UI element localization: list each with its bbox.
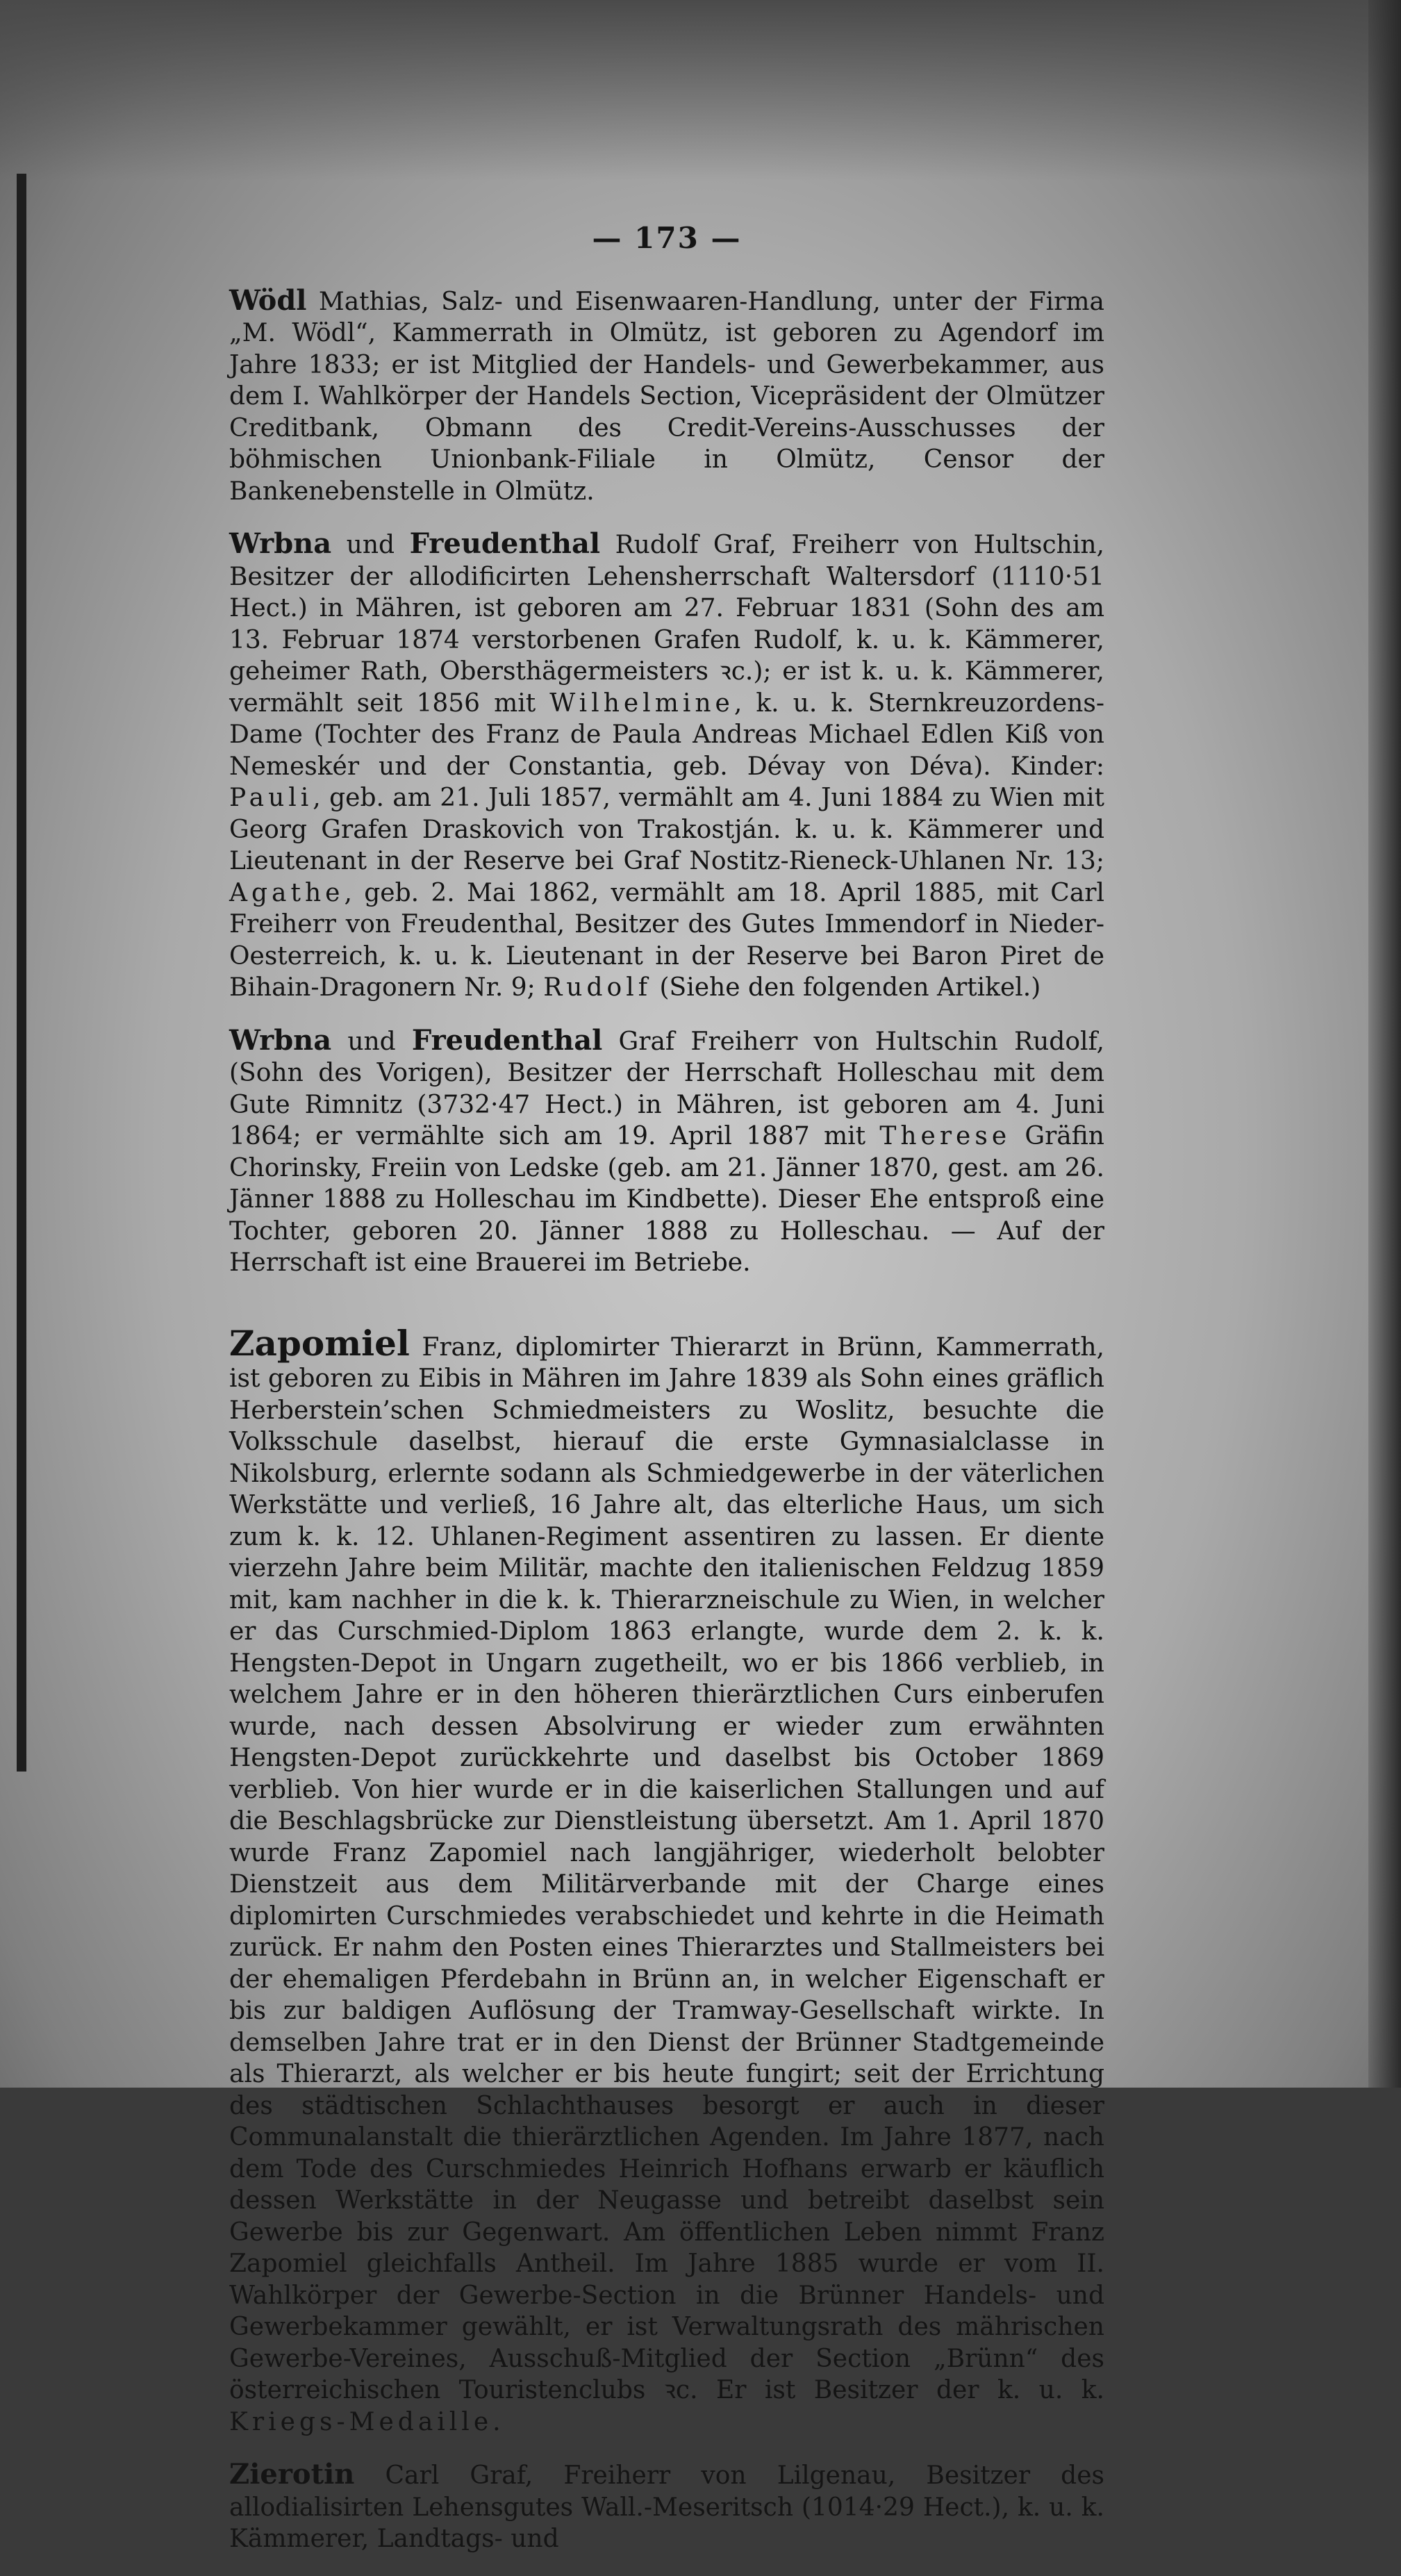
spaced-name: Rudolf bbox=[543, 973, 652, 1002]
spaced-name: Kriegs-Medaille bbox=[229, 2407, 493, 2436]
spaced-name: Therese bbox=[879, 1122, 1011, 1150]
entry-conjunction: und bbox=[346, 531, 395, 559]
entry-surname: Zapomiel bbox=[229, 1322, 410, 1364]
entry-text: Carl Graf, Freiherr von Lilgenau, Besitzer des allodialisirten Lehensgutes Wall.-Meseritsch (1014·29 Hect.), k. u. k. Kämmerer, Landtags- und bbox=[229, 2461, 1104, 2553]
entry-text: Rudolf Graf, Freiherr von Hultschin, Besitzer der allodificirten Lehensherrschaft Waltersdorf (1110·51 Hect.) in Mähren, ist geboren am 27. Februar 1831 (Sohn des am 13. Februar 1874 verstorbenen Grafen Rudolf, k. u. k. Kämmerer, geheimer Rath, Obersthägermeisters ꝛc.); er ist k. u. k. Kämmerer, vermählt seit 1856 mit bbox=[229, 531, 1104, 718]
entry-surname: Freudenthal bbox=[411, 1023, 603, 1057]
entry-text: , k. u. k. Sternkreuzordens-Dame (Tochter des Franz de Paula Andreas Michael Edlen Kiß von Nemeskér und der Constantia, geb. Dévay von Déva). Kinder: bbox=[229, 688, 1104, 781]
entry-surname: Wrbna bbox=[229, 527, 332, 560]
spaced-name: Pauli bbox=[229, 784, 313, 812]
entry-surname: Wödl bbox=[229, 283, 307, 317]
entry-surname: Zierotin bbox=[229, 2458, 355, 2491]
entry-wrbna-1 bbox=[229, 528, 1104, 1004]
entry-text: Graf Freiherr von Hultschin Rudolf, (Sohn des Vorigen), Besitzer der Herrschaft Holleschau mit dem Gute Rimnitz (3732·47 Hect.) in Mähren, ist geboren am 4. Juni 1864; er vermählte sich am 19. April 1887 mit bbox=[229, 1027, 1104, 1150]
entry-text: , geb. 2. Mai 1862, vermählt am 18. April 1885, mit Carl Freiherr von Freudenthal, Besitzer des Gutes Immendorf in Nieder-Oesterreich, k. u. k. Lieutenant in der Reserve bei Baron Piret de Bihain-Dragonern Nr. 9; bbox=[229, 878, 1104, 1002]
entry-wrbna-2 bbox=[229, 1025, 1104, 1279]
entry-text: , geb. am 21. Juli 1857, vermählt am 4. Juni 1884 zu Wien mit Georg Grafen Draskovich von Trakostján. k. u. k. Kämmerer und Lieutenant in der Reserve bei Graf Nostitz-Rieneck-Uhlanen Nr. 13; bbox=[229, 784, 1104, 875]
left-binding-edge bbox=[17, 174, 26, 1772]
entry-conjunction: und bbox=[347, 1027, 396, 1056]
entry-text: Franz, diplomirter Thierarzt in Brünn, Kammerrath, ist geboren zu Eibis in Mähren im Jahre 1839 als Sohn eines gräflich Herberstein’schen Schmiedmeisters zu Woslitz, besuchte die Volksschule daselbst, hierauf die erste Gymnasialclasse in Nikolsburg, erlernte sodann als Schmiedgewerbe in der väterlichen Werkstätte und verließ, 16 Jahre alt, das elterliche Haus, um sich zum k. k. 12. Uhlanen-Regiment assentiren zu lassen. Er diente vierzehn Jahre beim Militär, machte den italienischen Feldzug 1859 mit, kam nachher in die k. k. Thierarzneischule zu Wien, in welcher er das Curschmied-Diplom 1863 erlangte, wurde dem 2. k. k. Hengsten-Depot in Ungarn zugetheilt, wo er bis 1866 verblieb, in welchem Jahre er in den höheren thierärztlichen Curs einberufen wurde, nach dessen Absolvirung er wieder zum erwähnten Hengsten-Depot zurückkehrte und daselbst bis October 1869 verblieb. Von hier wurde er in die kaiserlichen Stallungen und auf die Beschlagsbrücke zur Dienstleistung übersetzt. Am 1. April 1870 wurde Franz Zapomiel nach langjähriger, wiederholt belobter Dienstzeit aus dem Militärverbande mit der Charge eines diplomirten Curschmiedes verabschiedet und kehrte in die Heimath zurück. Er nahm den Posten eines Thierarztes und Stallmeisters bei der ehemaligen Pferdebahn in Brünn an, in welcher Eigenschaft er bis zur baldigen Auflösung der Tramway-Gesellschaft wirkte. In demselben Jahre trat er in den Dienst der Brünner Stadtgemeinde als Thierarzt, als welcher er bis heute fungirt; seit der Errichtung des städtischen Schlachthauses besorgt er auch in dieser Communalanstalt die thierärztlichen Agenden. Im Jahre 1877, nach dem Tode des Curschmiedes Heinrich Hofhans erwarb er käuflich dessen Werkstätte in der Neugasse und betreibt daselbst sein Gewerbe bis zur Gegenwart. Am öffentlichen Leben nimmt Franz Zapomiel gleichfalls Antheil. Im Jahre 1885 wurde er vom II. Wahlkörper der Gewerbe-Section in die Brünner Handels- und Gewerbekammer gewählt, er ist Verwaltungsrath des mährischen Gewerbe-Vereines, Ausschuß-Mitglied der Section „Brünn“ des österreichischen Touristenclubs ꝛc. Er ist Besitzer der k. u. k. bbox=[229, 1332, 1104, 2404]
entry-text: Gräfin Chorinsky, Freiin von Ledske (geb. am 21. Jänner 1870, gest. am 26. Jänner 1888 zu Holleschau im Kindbette). Dieser Ehe entsproß eine Tochter, geboren 20. Jänner 1888 zu Holleschau. — Auf der Herrschaft ist eine Brauerei im Betriebe. bbox=[229, 1122, 1104, 1277]
top-shadow bbox=[0, 0, 1401, 181]
entry-surname: Freudenthal bbox=[409, 527, 601, 560]
entry-zierotin bbox=[229, 2459, 1104, 2555]
entry-text: Mathias, Salz- und Eisenwaaren-Handlung, unter der Firma „M. Wödl“, Kammerrath in Olmütz, ist geboren zu Agendorf im Jahre 1833; er ist Mitglied der Handels- und Gewerbekammer, aus dem I. Wahlkörper der Handels Section, Vicepräsident der Olmützer Creditbank, Obmann des Credit-Vereins-Ausschusses der böhmischen Unionbank-Filiale in Olmütz, Censor der Bankenebenstelle in Olmütz. bbox=[229, 287, 1104, 506]
entry-text: (Siehe den folgenden Artikel.) bbox=[659, 973, 1041, 1002]
spaced-name: Wilhelmine bbox=[549, 688, 734, 718]
entry-text: . bbox=[492, 2407, 501, 2436]
spaced-name: Agathe bbox=[229, 878, 345, 907]
page-number: — 173 — bbox=[592, 221, 742, 255]
right-page-edge bbox=[1368, 0, 1401, 2088]
text-page bbox=[229, 222, 1104, 2576]
entry-woedl bbox=[229, 285, 1104, 508]
entry-zapomiel bbox=[229, 1322, 1104, 2438]
entry-surname: Wrbna bbox=[229, 1023, 332, 1057]
